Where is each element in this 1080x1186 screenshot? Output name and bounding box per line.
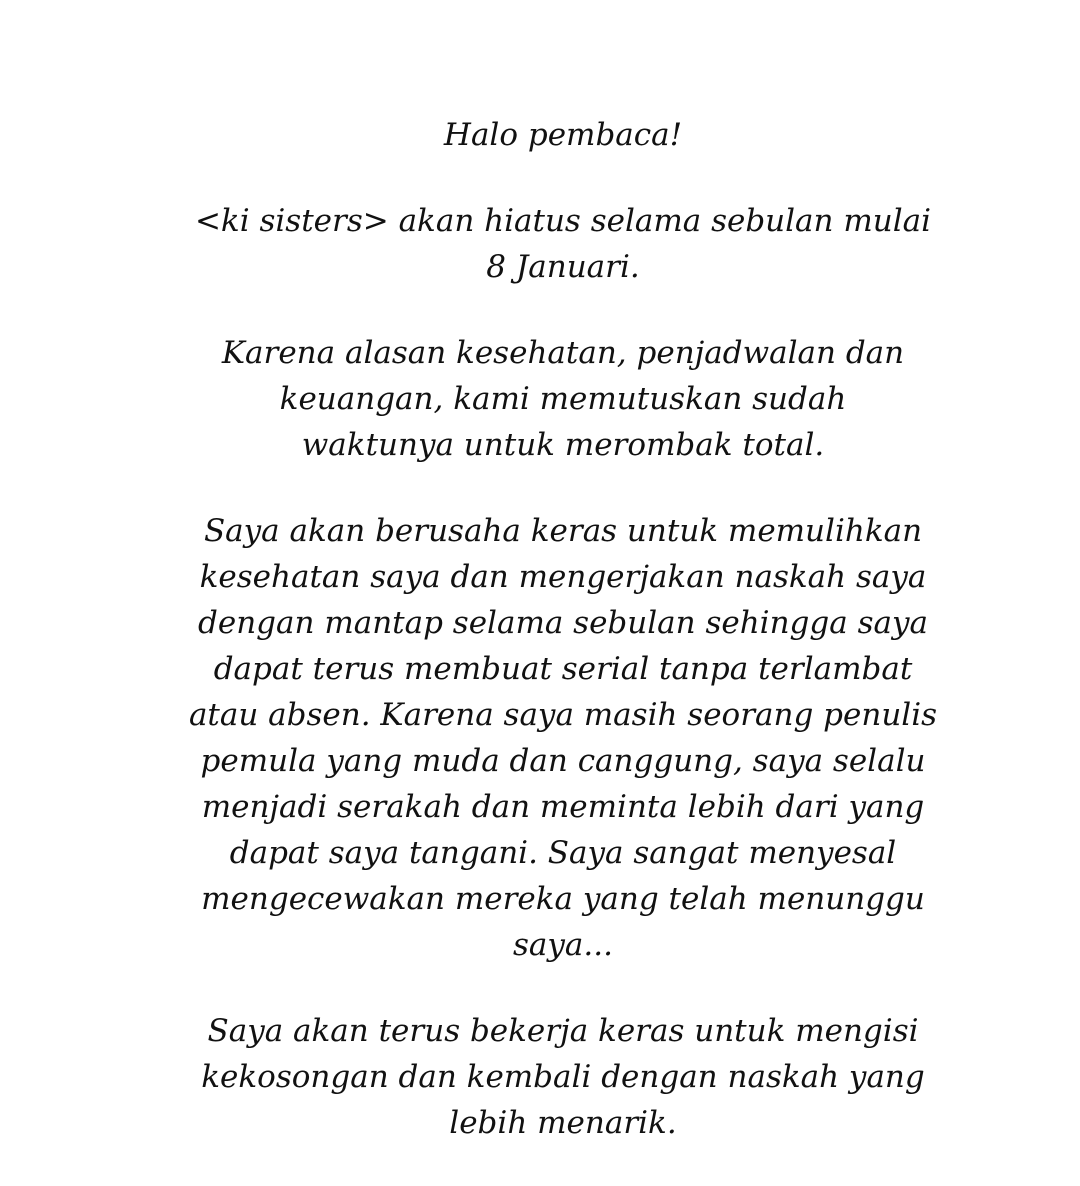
hiatus-notice <box>150 112 976 1186</box>
paragraph-promise: Saya akan terus bekerja keras untuk mengisi kekosongan dan kembali dengan naskah yang lebih menarik. <box>201 1013 925 1141</box>
paragraph-hiatus-announcement: <ki sisters> akan hiatus selama sebulan mulai 8 Januari. <box>194 203 932 285</box>
paragraph-apology: Saya akan berusaha keras untuk memulihkan kesehatan saya dan mengerjakan naskah saya dengan mantap selama sebulan sehingga saya dapat terus membuat serial tanpa terlambat atau absen. Karena saya masih seorang penulis pemula yang muda dan canggung, saya selalu menjadi serakah dan meminta lebih dari yang dapat saya tangani. Saya sangat menyesal mengecewakan mereka yang telah menunggu saya... <box>188 513 938 963</box>
paragraph-reason: Karena alasan kesehatan, penjadwalan dan keuangan, kami memutuskan sudah waktunya untuk merombak total. <box>221 335 905 463</box>
greeting-heading: Halo pembaca! <box>443 117 683 153</box>
